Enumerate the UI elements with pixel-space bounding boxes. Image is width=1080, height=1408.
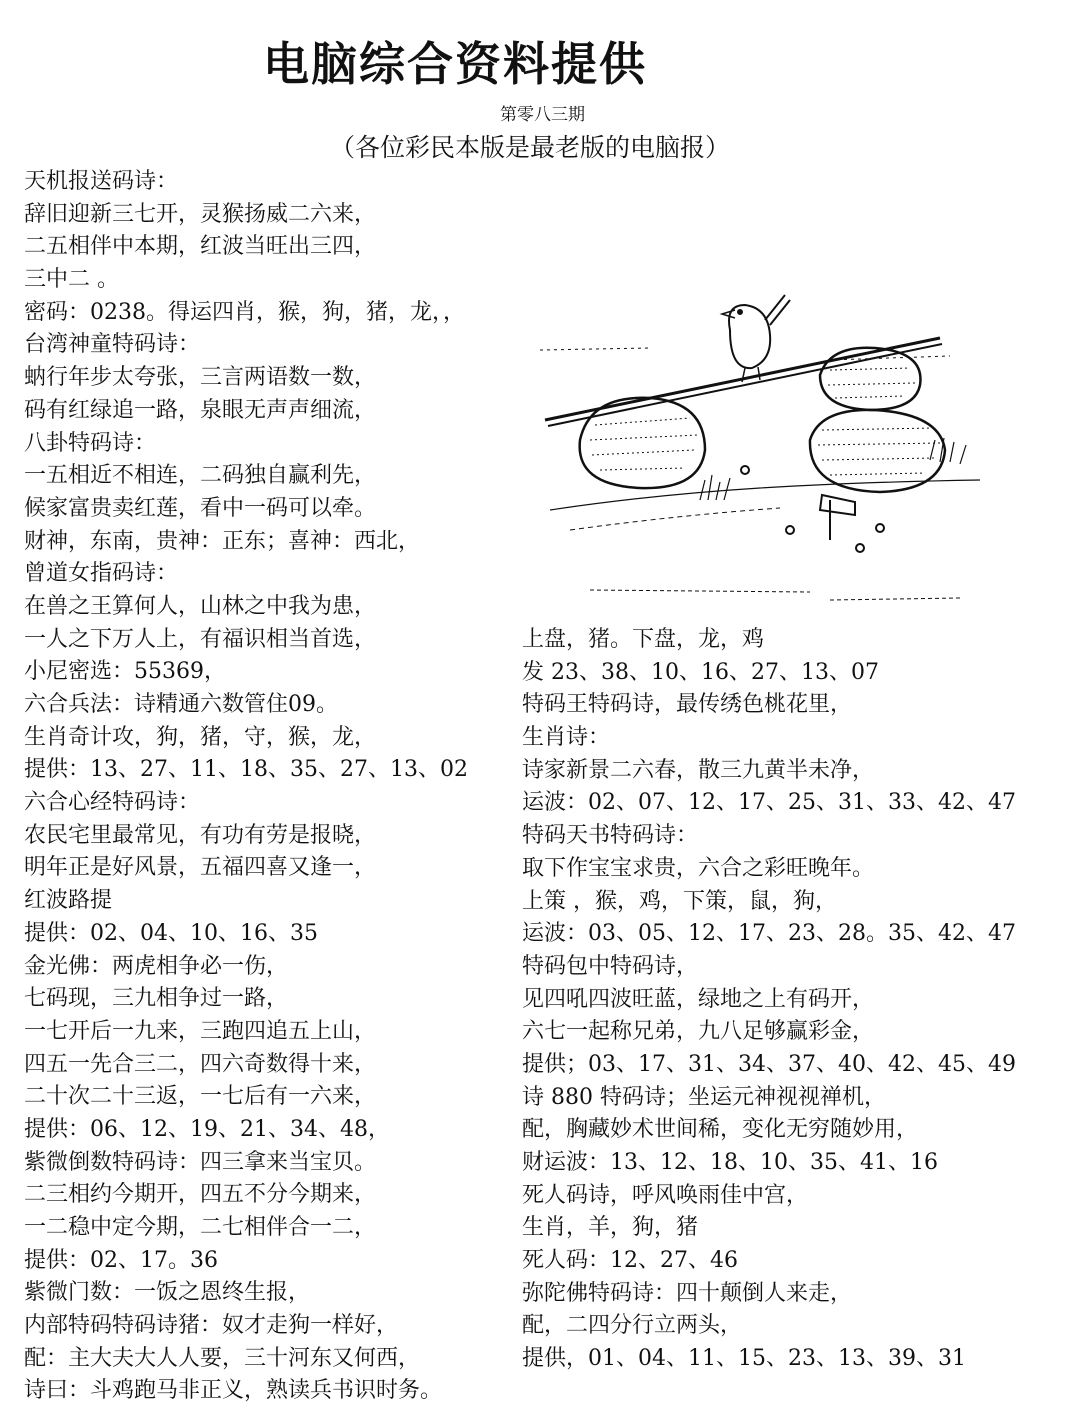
left-text-line: 一人之下万人上，有福识相当首选， — [24, 626, 377, 652]
left-text-line: 诗曰：斗鸡跑马非正义，熟读兵书识时务。 — [24, 1378, 443, 1404]
right-text-line: 提供；03、17、31、34、37、40、42、45、49 — [522, 1051, 1016, 1077]
left-text-line: 提供：06、12、19、21、34、48， — [24, 1116, 390, 1142]
left-text-line: 八卦特码诗： — [24, 430, 157, 456]
left-text-line: 密码：0238。得运四肖，猴，狗，猪，龙，， — [24, 299, 465, 325]
page-subtitle: （各位彩民本版是最老版的电脑报） — [329, 133, 730, 162]
left-text-line: 紫微倒数特码诗：四三拿来当宝贝。 — [24, 1149, 377, 1175]
left-text-line: 生肖奇计攻，狗，猪，守，猴，龙， — [24, 724, 377, 750]
right-text-line: 特码天书特码诗： — [522, 823, 699, 849]
right-text-line: 运波：03、05、12、17、23、28。35、42、47 — [522, 921, 1016, 947]
right-text-line: 六七一起称兄弟，九八足够赢彩金， — [522, 1019, 875, 1045]
page-title: 电脑综合资料提供 — [263, 37, 647, 91]
bird-on-rocks-illustration — [530, 290, 990, 610]
left-text-line: 农民宅里最常见，有功有劳是报晓， — [24, 822, 377, 848]
left-text-line: 曾道女指码诗： — [24, 561, 179, 587]
left-text-line: 三中二 。 — [24, 267, 119, 293]
left-text-line: 二十次二十三返，一七后有一六来， — [24, 1084, 377, 1110]
right-text-line: 取下作宝宝求贵，六合之彩旺晚年。 — [522, 855, 875, 881]
right-text-line: 提供，01、04、11、15、23、13、39、31 — [522, 1346, 966, 1372]
right-text-line: 特码包中特码诗， — [522, 953, 699, 979]
left-text-line: 红波路提 — [24, 888, 113, 914]
right-column — [522, 624, 1042, 1376]
left-text-line: 六合兵法：诗精通六数管住09。 — [24, 692, 338, 717]
left-text-line: 四五一先合三二，四六奇数得十来， — [24, 1051, 377, 1077]
right-text-line: 上策 ，猴，鸡，下策，鼠，狗， — [522, 888, 837, 914]
left-text-line: 在兽之王算何人，山林之中我为患， — [24, 593, 377, 619]
left-text-line: 六合心经特码诗： — [24, 790, 201, 816]
left-text-line: 金光佛：两虎相争必一伤， — [24, 953, 289, 979]
right-text-line: 特码王特码诗，最传绣色桃花里， — [522, 692, 853, 718]
left-text-line: 二三相约今期开，四五不分今期来， — [24, 1182, 377, 1208]
left-text-line: 蚋行年步太夸张，三言两语数一数， — [24, 365, 377, 391]
right-text-line: 配，二四分行立两头， — [522, 1313, 743, 1339]
left-text-line: 提供：02、04、10、16、35 — [24, 920, 318, 946]
left-text-line: 天机报送码诗： — [24, 169, 179, 194]
right-text-line: 财运波：13、12、18、10、35、41、16 — [522, 1150, 938, 1175]
left-text-line: 财神，东南，贵神：正东；喜神：西北， — [24, 528, 421, 554]
right-text-line: 上盘，猪。下盘，龙，鸡 — [522, 627, 765, 652]
left-text-line: 七码现，三九相争过一路， — [24, 986, 289, 1012]
left-text-line: 明年正是好风景，五福四喜又逢一， — [24, 855, 377, 881]
right-text-line: 发 23、38、10、16、27、13、07 — [522, 659, 879, 685]
left-text-line: 提供：13、27、11、18、35、27、13、02 — [24, 757, 468, 783]
right-text-line: 配，胸藏妙术世间稀，变化无穷随妙用， — [522, 1117, 919, 1143]
right-text-line: 弥陀佛特码诗：四十颠倒人来走， — [522, 1280, 853, 1306]
left-text-line: 辞旧迎新三七开，灵猴扬威二六来， — [24, 201, 377, 227]
left-text-line: 码有红绿追一路，泉眼无声声细流， — [24, 397, 377, 423]
left-text-line: 台湾神童特码诗： — [24, 332, 201, 358]
left-text-line: 候家富贵卖红莲，看中一码可以牵。 — [24, 495, 377, 521]
left-text-line: 小尼密选：55369， — [24, 659, 226, 685]
left-text-line: 提供：02、17。36 — [24, 1247, 218, 1273]
left-column — [24, 166, 514, 1408]
right-text-line: 诗家新景二六春，散三九黄半未净， — [522, 757, 875, 783]
right-text-line: 死人码：12、27、46 — [522, 1248, 738, 1274]
left-text-line: 紫微门数：一饭之恩终生报， — [24, 1280, 311, 1306]
left-text-line: 内部特码特码诗猪：奴才走狗一样好， — [24, 1313, 399, 1339]
issue-number: 第零八三期 — [500, 105, 585, 125]
right-text-line: 死人码诗，呼风唤雨佳中宫， — [522, 1182, 809, 1208]
right-text-line: 运波：02、07、12、17、25、31、33、42、47 — [522, 790, 1016, 816]
left-text-line: 一二稳中定今期，二七相伴合一二， — [24, 1215, 377, 1240]
right-text-line: 诗 880 特码诗；坐运元神视视禅机， — [522, 1084, 886, 1110]
right-text-line: 生肖，羊，狗，猪 — [522, 1215, 699, 1241]
right-text-line: 生肖诗： — [522, 725, 611, 751]
left-text-line: 一五相近不相连，二码独自赢利先， — [24, 463, 377, 489]
left-text-line: 二五相伴中本期，红波当旺出三四， — [24, 234, 377, 260]
right-text-line: 见四吼四波旺蓝，绿地之上有码开， — [522, 986, 875, 1012]
left-text-line: 一七开后一九来，三跑四追五上山， — [24, 1018, 377, 1044]
left-text-line: 配：主大夫大人人要，三十河东又何西， — [24, 1345, 421, 1371]
